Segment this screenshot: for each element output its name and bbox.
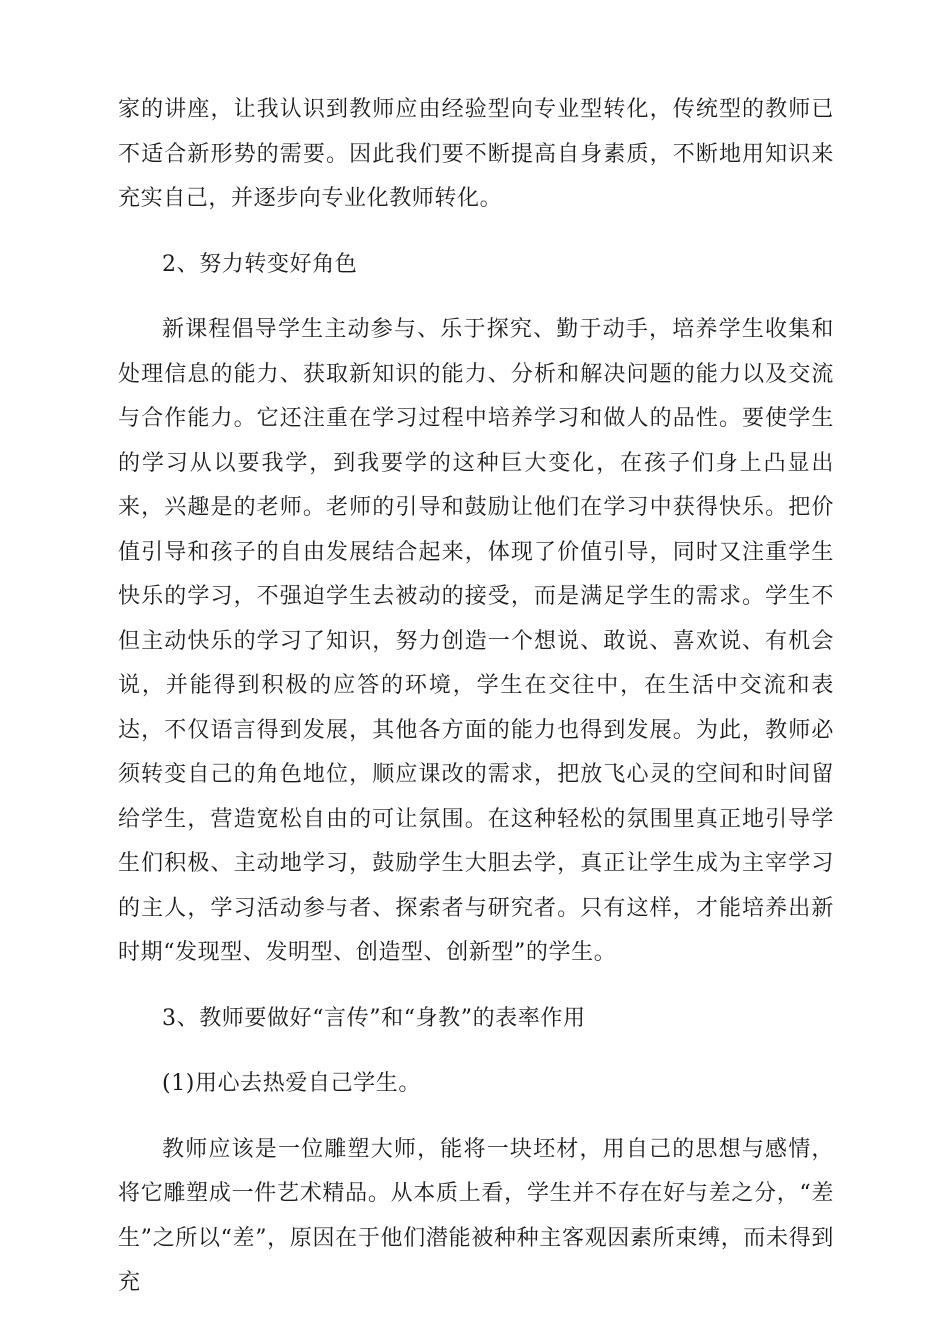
paragraph-role-change: 新课程倡导学生主动参与、乐于探究、勤于动手，培养学生收集和处理信息的能力、获取新知识的能力、分析和解决问题的能力以及交流与合作能力。它还注重在学习过程中培养学习和做人的品性。要使学生的学习从以要我学，到我要学的这种巨大变化，在孩子们身上凸显出来，兴趣是的老师。老师的引导和鼓励让他们在学习中获得快乐。把价值引导和孩子的自由发展结合起来，体现了价值引导，同时又注重学生快乐的学习，不强迫学生去被动的接受，而是满足学生的需求。学生不但主动快乐的学习了知识，努力创造一个想说、敢说、喜欢说、有机会说，并能得到积极的应答的环境，学生在交往中，在生活中交流和表达，不仅语言得到发展，其他各方面的能力也得到发展。为此，教师必须转变自己的角色地位，顺应课改的需求，把放飞心灵的空间和时间留给学生，营造宽松自由的可让氛围。在这种轻松的氛围里真正地引导学生们积极、主动地学习，鼓励学生大胆去学，真正让学生成为主宰学习的主人，学习活动参与者、探索者与研究者。只有这样，才能培养出新时期“发现型、发明型、创造型、创新型”的学生。 bbox=[118, 317, 834, 965]
paragraph-continued: 家的讲座，让我认识到教师应由经验型向专业型转化，传统型的教师已不适合新形势的需要。因此我们要不断提高自身素质，不断地用知识来充实自己，并逐步向专业化教师转化。 bbox=[118, 97, 834, 211]
paragraph-teacher-sculptor: 教师应该是一位雕塑大师，能将一块坯材，用自己的思想与感情，将它雕塑成一件艺术精品。从本质上看，学生并不存在好与差之分，“差生”之所以“差”，原因在于他们潜能被种种主客观因素所束缚，而未得到充 bbox=[118, 1136, 834, 1295]
paragraph-gap bbox=[118, 1107, 834, 1128]
subsection-heading-1: (1)用心去热爱自己学生。 bbox=[162, 1071, 421, 1096]
section-heading-3: 3、教师要做好“言传”和“身教”的表率作用 bbox=[162, 1005, 586, 1031]
document-body bbox=[118, 88, 834, 1306]
paragraph-gap bbox=[118, 222, 834, 243]
paragraph-gap bbox=[118, 1041, 834, 1062]
paragraph-gap bbox=[118, 287, 834, 308]
section-heading-2: 2、努力转变好角色 bbox=[162, 251, 358, 277]
paragraph-gap bbox=[118, 976, 834, 997]
